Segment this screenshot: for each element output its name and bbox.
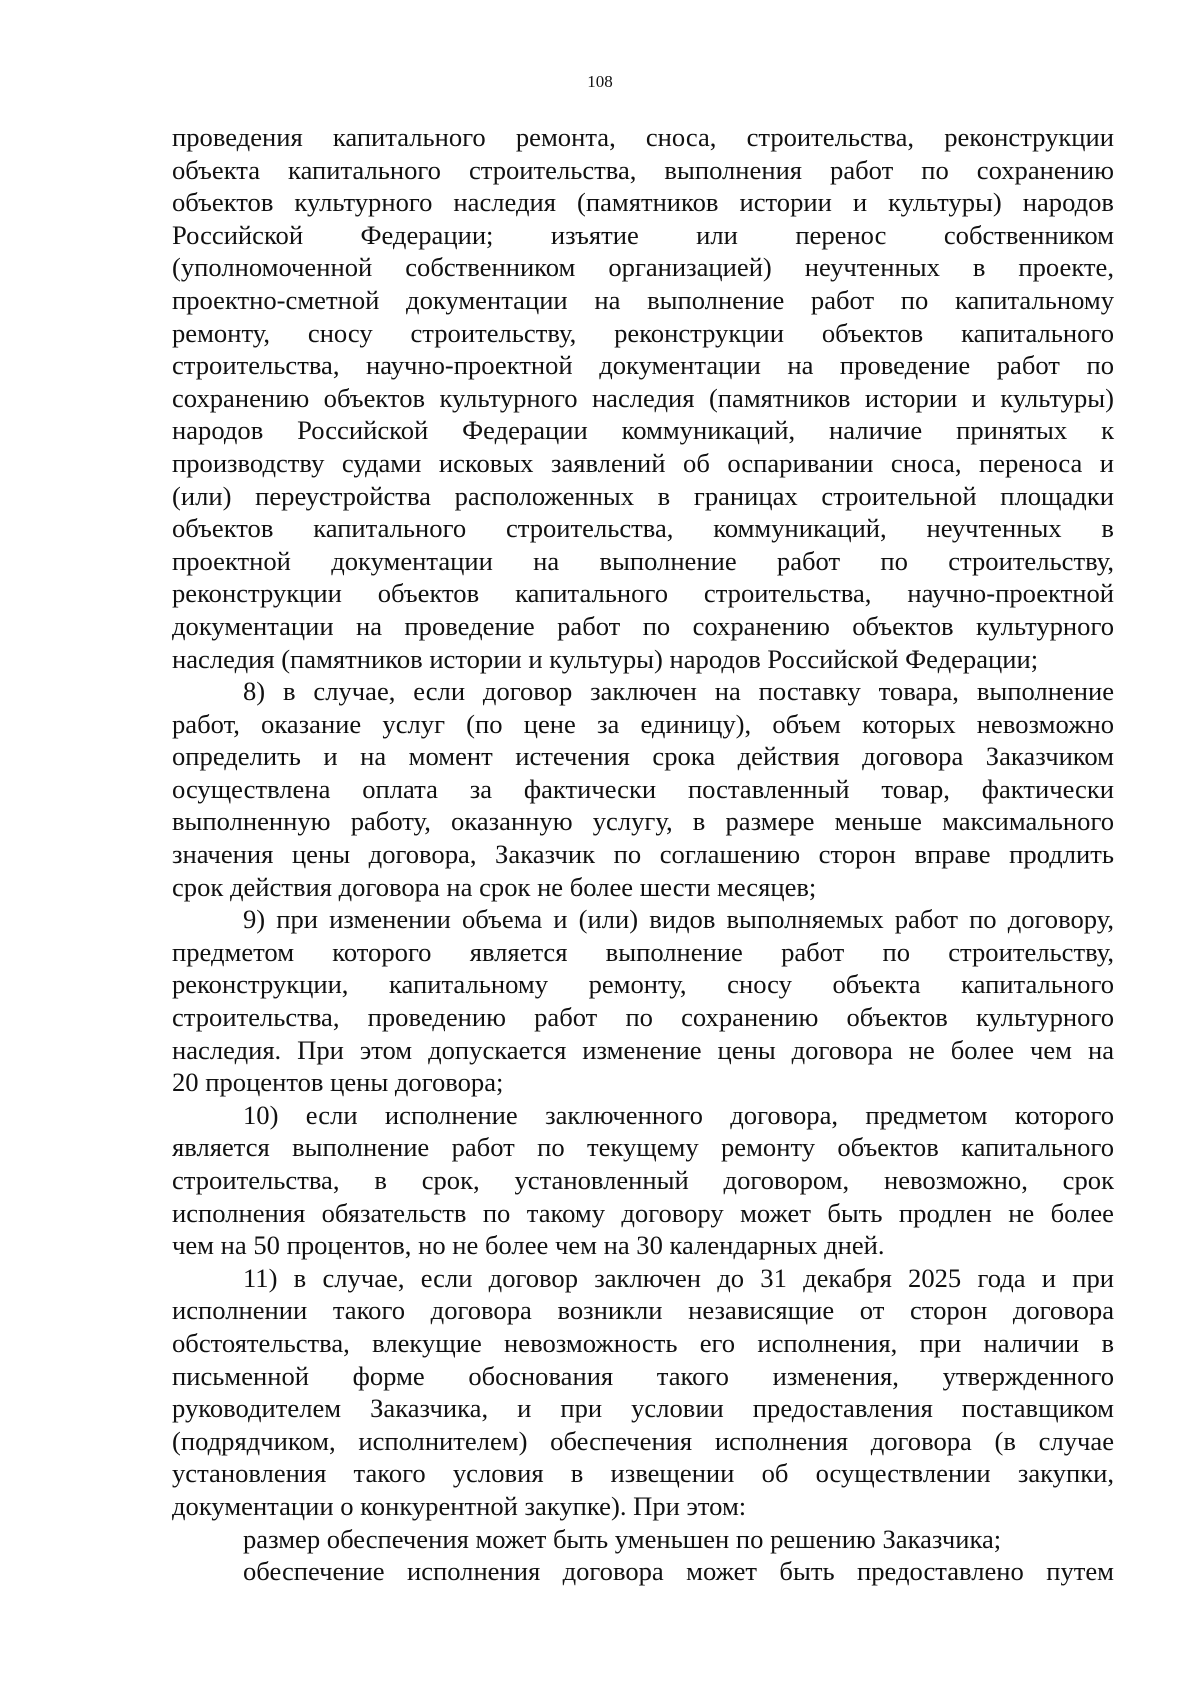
text-line: 11) в случае, если договор заключен до 31 декабря 2025 года и при [243,1262,1114,1293]
text-line: обеспечение исполнения договора может быть предоставлено путем [243,1556,1114,1587]
text-line: 10) если исполнение заключенного договора, предметом которого [243,1099,1114,1130]
text-line: строительства, научно-проектной документации на проведение работ по [172,350,1114,381]
text-line: срок действия договора на срок не более шести месяцев; [172,871,817,902]
text-line: предметом которого является выполнение работ по строительству, [172,936,1114,967]
text-line: народов Российской Федерации коммуникаций, наличие принятых к [172,415,1114,446]
text-line: проведения капитального ремонта, сноса, строительства, реконструкции [172,122,1114,152]
text-line: производству судами исковых заявлений об оспаривании сноса, переноса и [172,447,1114,478]
text-line: объекта капитального строительства, выполнения работ по сохранению [172,154,1114,185]
text-line: наследия. При этом допускается изменение цены договора не более чем на [172,1034,1114,1065]
text-line: наследия (памятников истории и культуры) народов Российской Федерации; [172,643,1039,674]
text-line: проектной документации на выполнение работ по строительству, [172,545,1114,576]
paragraph-p10 [172,1099,1114,1262]
text-line: работ, оказание услуг (по цене за единицу), объем которых невозможно [172,708,1114,739]
text-line: объектов культурного наследия (памятников истории и культуры) народов [172,187,1114,218]
text-line: исполнения обязательств по такому договору может быть продлен не более [172,1197,1114,1228]
text-line: обстоятельства, влекущие невозможность его исполнения, при наличии в [172,1327,1114,1358]
text-line: реконструкции, капитальному ремонту, сносу объекта капитального [172,969,1114,1000]
text-line: значения цены договора, Заказчик по соглашению сторон вправе продлить [172,839,1114,870]
paragraph-p0 [172,121,1114,675]
text-line: установления такого условия в извещении об осуществлении закупки, [172,1458,1114,1489]
text-line: строительства, проведению работ по сохранению объектов культурного [172,1002,1114,1033]
text-line: Российской Федерации; изъятие или перенос собственником [172,219,1114,250]
text-line: письменной форме обоснования такого изменения, утвержденного [172,1360,1114,1391]
page-number: 108 [587,72,613,91]
text-line: ремонту, сносу строительству, реконструкции объектов капитального [172,317,1114,348]
paragraph-p8 [172,675,1114,903]
text-line: (уполномоченной собственником организацией) неучтенных в проекте, [172,252,1114,283]
paragraph-p9 [172,903,1114,1099]
text-line: (подрядчиком, исполнителем) обеспечения исполнения договора (в случае [172,1425,1114,1456]
paragraph-p11 [172,1262,1114,1523]
text-line: документации о конкурентной закупке). При этом: [172,1490,747,1521]
paragraph-p12 [172,1523,1114,1556]
text-line: проектно-сметной документации на выполнение работ по капитальному [172,284,1114,315]
text-line: объектов капитального строительства, коммуникаций, неучтенных в [172,513,1114,544]
text-line: размер обеспечения может быть уменьшен по решению Заказчика; [243,1523,1002,1554]
text-line: определить и на момент истечения срока действия договора Заказчиком [172,741,1114,772]
text-line: 20 процентов цены договора; [172,1067,504,1098]
text-line: выполненную работу, оказанную услугу, в размере меньше максимального [172,806,1114,837]
text-line: исполнении такого договора возникли независящие от сторон договора [172,1295,1114,1326]
document-body [172,121,1114,1588]
paragraph-p13 [172,1555,1114,1588]
text-line: строительства, в срок, установленный договором, невозможно, срок [172,1165,1114,1195]
text-line: реконструкции объектов капитального строительства, научно-проектной [172,578,1114,609]
text-line: документации на проведение работ по сохранению объектов культурного [172,610,1114,641]
text-line: 9) при изменении объема и (или) видов выполняемых работ по договору, [243,904,1114,935]
text-line: чем на 50 процентов, но не более чем на 30 календарных дней. [172,1230,885,1261]
text-line: является выполнение работ по текущему ремонту объектов капитального [172,1132,1114,1163]
text-line: сохранению объектов культурного наследия (памятников истории и культуры) [172,382,1114,413]
text-line: (или) переустройства расположенных в границах строительной площадки [172,480,1114,511]
text-line: 8) в случае, если договор заключен на поставку товара, выполнение [243,676,1114,707]
text-line: осуществлена оплата за фактически поставленный товар, фактически [172,773,1114,804]
text-line: руководителем Заказчика, и при условии предоставления поставщиком [172,1393,1114,1424]
